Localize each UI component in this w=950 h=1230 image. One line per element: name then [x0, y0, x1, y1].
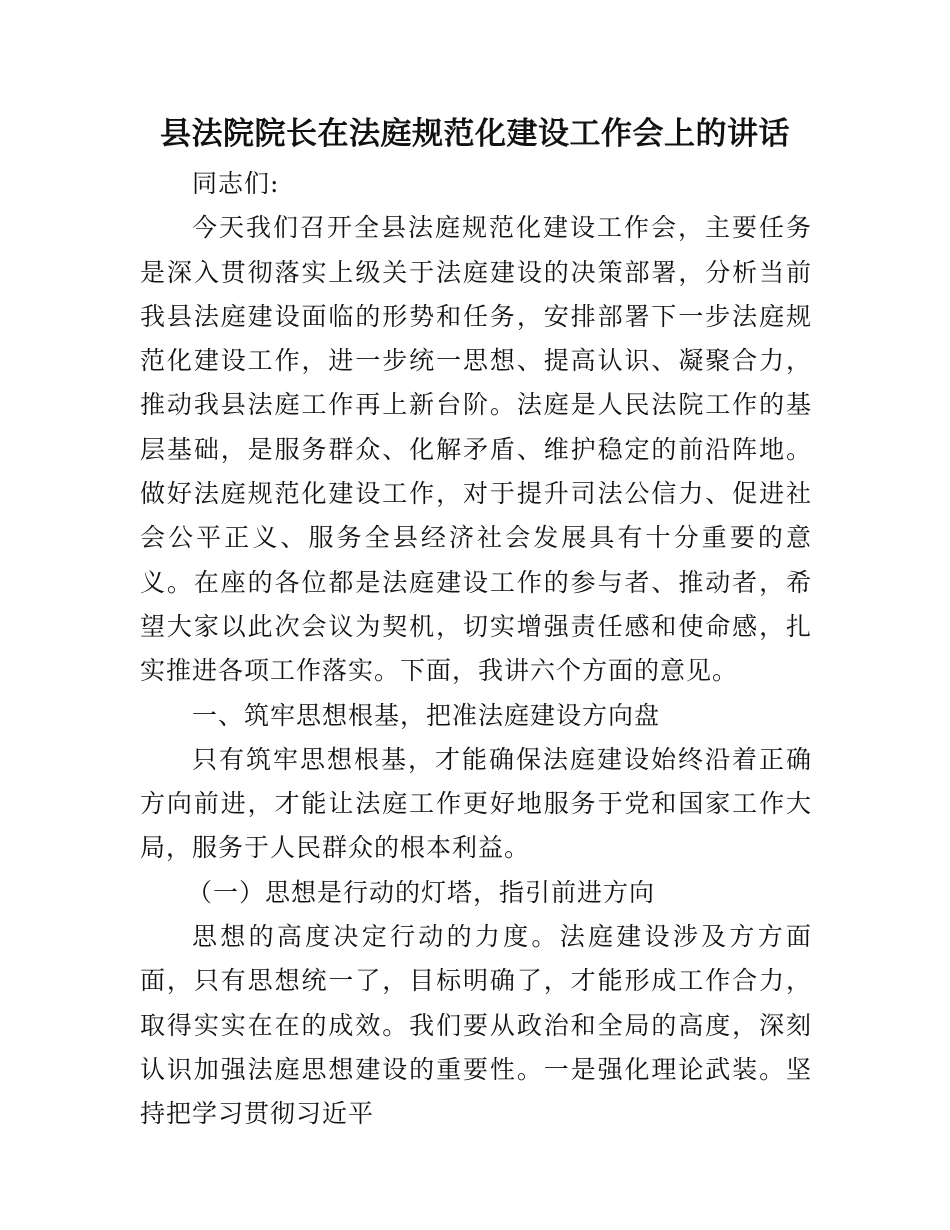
section-1-heading: 一、筑牢思想根基，把准法庭建设方向盘	[192, 700, 661, 730]
document-title: 县法院院长在法庭规范化建设工作会上的讲话	[160, 116, 790, 152]
paragraph-intro: 今天我们召开全县法庭规范化建设工作会，主要任务是深入贯彻落实上级关于法庭建设的决策部署，分析当前我县法庭建设面临的形势和任务，安排部署下一步法庭规范化建设工作，进一步统一思想、提高认识、凝聚合力，推动我县法庭工作再上新台阶。法庭是人民法院工作的基层基础，是服务群众、化解矛盾、维护稳定的前沿阵地。做好法庭规范化建设工作，对于提升司法公信力、促进社会公平正义、服务全县经济社会发展具有十分重要的意义。在座的各位都是法庭建设工作的参与者、推动者，希望大家以此次会议为契机，切实增强责任感和使命感，扎实推进各项工作落实。下面，我讲六个方面的意见。	[140, 213, 812, 686]
paragraph-subsection-1: 思想的高度决定行动的力度。法庭建设涉及方方面面，只有思想统一了，目标明确了，才能形成工作合力，取得实实在在的成效。我们要从政治和全局的高度，深刻认识加强法庭思想建设的重要性。一是强化理论武装。坚持把学习贯彻习近平	[140, 922, 812, 1129]
subsection-1-heading-text: （一）思想是行动的灯塔，指引前进方向	[187, 877, 656, 907]
salutation: 同志们:	[192, 169, 280, 198]
document-body	[140, 162, 812, 1137]
paragraph-section-1: 只有筑牢思想根基，才能确保法庭建设始终沿着正确方向前进，才能让法庭工作更好地服务于党和国家工作大局，服务于人民群众的根本利益。	[140, 744, 812, 863]
subsection-1-heading	[140, 871, 812, 915]
